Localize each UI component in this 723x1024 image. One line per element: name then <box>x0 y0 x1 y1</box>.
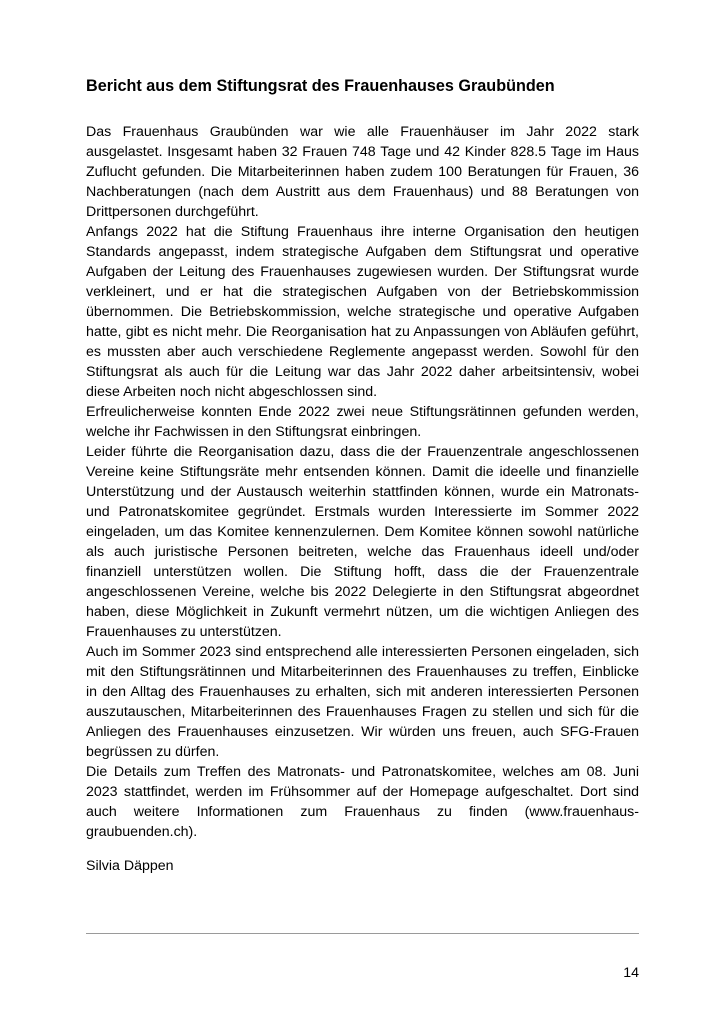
paragraph-meeting-details: Die Details zum Treffen des Matronats- und Patronatskomitee, welches am 08. Juni 2023 stattfindet, werden im Frühsommer auf der Homepage aufgeschaltet. Dort sind auch weitere Informationen zum Frauenhaus zu finden (www.frauenhaus-graubuenden.ch). <box>86 764 639 840</box>
paragraph-summer-invitation: Auch im Sommer 2023 sind entsprechend alle interessierten Personen eingeladen, sich mit den Stiftungsrätinnen und Mitarbeiterinnen des Frauenhauses zu treffen, Einblicke in den Alltag des Frauenhauses zu erhalten, sich mit anderen interessierten Personen auszutauschen, Mitarbeiterinnen des Frauenhauses Fragen zu stellen und sich für die Anliegen des Frauenhauses einzusetzen. Wir würden uns freuen, auch SFG-Frauen begrüssen zu dürfen. <box>86 644 639 760</box>
page-number: 14 <box>623 965 639 981</box>
author-signature: Silvia Däppen <box>86 858 174 874</box>
paragraph-committee: Leider führte die Reorganisation dazu, dass die der Frauenzentrale angeschlossenen Vereine keine Stiftungsräte mehr entsenden können. Damit die ideelle und finanzielle Unterstützung und der Austausch weiterhin stattfinden können, wurde ein Matronats- und Patronatskomitee gegründet. Erstmals wurden Interessierte im Sommer 2022 eingeladen, um das Komitee kennenzulernen. Dem Komitee können sowohl natürliche als auch juristische Personen beitreten, welche das Frauenhaus ideell und/oder finanziell unterstützen wollen. Die Stiftung hofft, dass die der Frauenzentrale angeschlossenen Vereine, welche bis 2022 Delegierte in den Stiftungsrat abgeordnet haben, diese Möglichkeit in Zukunft vermehrt nützen, um die wichtigen Anliegen des Frauenhauses zu unterstützen. <box>86 444 639 640</box>
paragraph-new-members: Erfreulicherweise konnten Ende 2022 zwei neue Stiftungsrätinnen gefunden werden, welche ihr Fachwissen in den Stiftungsrat einbringen. <box>86 404 639 440</box>
report-title: Bericht aus dem Stiftungsrat des Frauenhauses Graubünden <box>86 77 555 95</box>
report-body <box>86 122 639 842</box>
paragraph-reorganisation: Anfangs 2022 hat die Stiftung Frauenhaus ihre interne Organisation den heutigen Standards angepasst, indem strategische Aufgaben dem Stiftungsrat und operative Aufgaben der Leitung des Frauenhauses zugewiesen wurden. Der Stiftungsrat wurde verkleinert, und er hat die strategischen Aufgaben von der Betriebskommission übernommen. Die Betriebskommission, welche strategische und operative Aufgaben hatte, gibt es nicht mehr. Die Reorganisation hat zu Anpassungen von Abläufen geführt, es mussten aber auch verschiedene Reglemente angepasst werden. Sowohl für den Stiftungsrat als auch für die Leitung war das Jahr 2022 daher arbeitsintensiv, wobei diese Arbeiten noch nicht abgeschlossen sind. <box>86 224 639 400</box>
paragraph-occupancy: Das Frauenhaus Graubünden war wie alle Frauenhäuser im Jahr 2022 stark ausgelastet. Insgesamt haben 32 Frauen 748 Tage und 42 Kinder 828.5 Tage im Haus Zuflucht gefunden. Die Mitarbeiterinnen haben zudem 100 Beratungen für Frauen, 36 Nachberatungen (nach dem Austritt aus dem Frauenhaus) und 88 Beratungen von Drittpersonen durchgeführt. <box>86 124 639 220</box>
footer-divider <box>86 933 639 934</box>
